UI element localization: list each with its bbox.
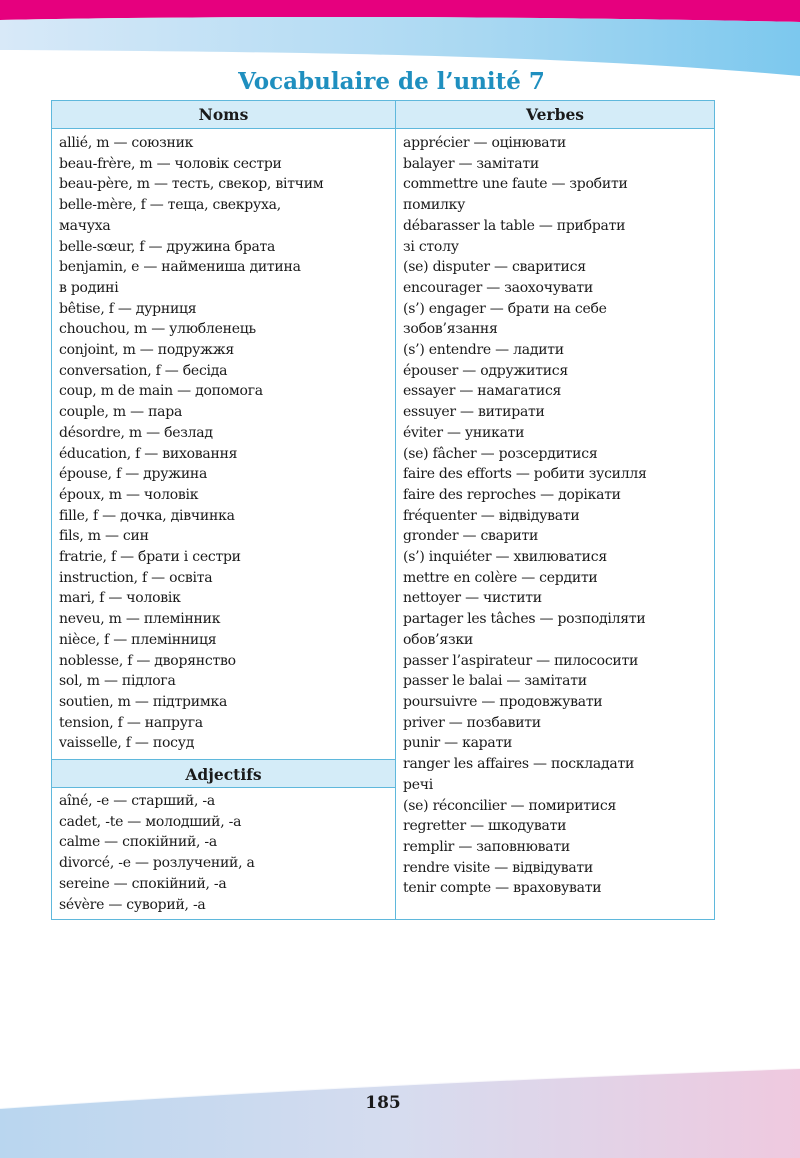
vocab-entry: зобов’язання: [403, 321, 498, 338]
noms-header: Noms: [52, 101, 395, 129]
adjectifs-header: Adjectifs: [52, 759, 395, 788]
vocab-entry: fille, f — дочка, дівчинка: [59, 507, 235, 524]
vocab-entry: (s’) engager — брати на себе: [403, 300, 607, 317]
vocab-entry: regretter — шкодувати: [403, 818, 567, 835]
vocab-entry: aîné, -e — старший, -а: [59, 793, 215, 809]
vocabulary-table: [51, 100, 715, 920]
vocab-entry: essuyer — витирати: [403, 404, 545, 421]
column-divider: [395, 101, 396, 919]
vocab-entry: bêtise, f — дурниця: [59, 300, 197, 317]
vocab-entry: faire des efforts — робити зусилля: [403, 466, 647, 483]
vocab-entry: речі: [403, 776, 433, 793]
vocab-entry: commettre une faute — зробити: [403, 176, 628, 193]
vocab-entry: мачуха: [59, 217, 111, 234]
adjectifs-list: [59, 791, 255, 915]
vocab-entry: ranger les affaires — поскладати: [403, 756, 635, 773]
vocab-entry: époux, m — чоловік: [59, 486, 199, 503]
vocab-entry: fréquenter — відвідувати: [403, 507, 580, 524]
vocab-entry: beau-père, m — тесть, свекор, вітчим: [59, 176, 324, 193]
vocab-entry: chouchou, m — улюбленець: [59, 321, 256, 338]
vocab-entry: poursuivre — продовжувати: [403, 693, 603, 710]
vocab-entry: passer le balai — замітати: [403, 673, 587, 690]
vocab-entry: rendre visite — відвідувати: [403, 859, 593, 876]
vocab-entry: éducation, f — виховання: [59, 445, 238, 462]
vocab-entry: coup, m de main — допомога: [59, 383, 263, 400]
vocab-entry: débarasser la table — прибрати: [403, 217, 626, 234]
vocab-entry: beau-frère, m — чоловік сестри: [59, 155, 282, 172]
vocab-entry: encourager — заохочувати: [403, 279, 593, 296]
vocab-entry: зі столу: [403, 238, 459, 255]
page-number: 185: [365, 1093, 401, 1113]
vocab-entry: nettoyer — чистити: [403, 590, 542, 607]
vocab-entry: fils, m — син: [59, 528, 149, 545]
vocab-entry: (se) disputer — сваритися: [403, 259, 586, 276]
vocab-entry: remplir — заповнювати: [403, 838, 570, 855]
vocab-entry: noblesse, f — дворянство: [59, 652, 236, 669]
verbes-header: Verbes: [396, 101, 714, 129]
vocab-entry: sévère — суворий, -а: [59, 896, 206, 913]
noms-list: [59, 133, 323, 754]
vocab-entry: sol, m — підлога: [59, 673, 176, 690]
vocab-entry: apprécier — оцінювати: [403, 135, 566, 151]
vocab-entry: (se) réconcilier — помиритися: [403, 797, 617, 814]
vocab-entry: mari, f — чоловік: [59, 590, 181, 607]
vocab-entry: (s’) entendre — ладити: [403, 342, 564, 359]
vocab-entry: benjamin, e — наймениша дитина: [59, 259, 301, 276]
vocab-entry: nièce, f — племінниця: [59, 631, 217, 648]
vocab-entry: calme — спокійний, -а: [59, 834, 218, 851]
vocab-entry: allié, m — союзник: [59, 135, 194, 151]
vocab-entry: essayer — намагатися: [403, 383, 562, 400]
verbes-list: [403, 133, 647, 899]
vocab-entry: couple, m — пара: [59, 404, 183, 421]
vocab-entry: conjoint, m — подружжя: [59, 342, 234, 359]
vocab-entry: conversation, f — бесіда: [59, 362, 228, 379]
vocab-entry: éviter — уникати: [403, 424, 525, 441]
vocab-entry: belle-sœur, f — дружина брата: [59, 238, 276, 255]
vocab-entry: в родині: [59, 279, 119, 296]
vocab-entry: обов’язки: [403, 631, 473, 648]
vocab-entry: passer l’aspirateur — пилососити: [403, 652, 639, 669]
vocab-entry: mettre en colère — сердити: [403, 569, 598, 586]
vocab-entry: priver — позбавити: [403, 714, 541, 731]
vocab-entry: belle-mère, f — теща, свекруха,: [59, 197, 281, 214]
vocab-entry: помилку: [403, 197, 466, 214]
vocab-entry: balayer — замітати: [403, 155, 539, 172]
vocab-entry: sereine — спокійний, -а: [59, 875, 227, 892]
vocab-entry: divorcé, -e — розлучений, а: [59, 855, 255, 872]
vocab-entry: partager les tâches — розподіляти: [403, 611, 646, 628]
vocab-entry: soutien, m — підтримка: [59, 693, 228, 710]
vocab-entry: faire des reproches — дорікати: [403, 486, 621, 503]
page-title: Vocabulaire de l’unité 7: [238, 68, 545, 95]
vocab-entry: tension, f — напруга: [59, 714, 203, 731]
vocab-entry: punir — карати: [403, 735, 513, 752]
vocab-entry: tenir compte — враховувати: [403, 880, 602, 897]
vocab-entry: fratrie, f — брати і сестри: [59, 549, 241, 566]
vocab-entry: (s’) inquiéter — хвилюватися: [403, 549, 607, 566]
vocab-entry: neveu, m — племінник: [59, 611, 221, 628]
vocab-entry: épouse, f — дружина: [59, 466, 208, 483]
vocab-entry: (se) fâcher — розсердитися: [403, 445, 598, 462]
vocab-entry: épouser — одружитися: [403, 362, 568, 379]
vocab-entry: cadet, -te — молодший, -а: [59, 813, 242, 830]
vocab-entry: instruction, f — освіта: [59, 569, 213, 586]
vocab-entry: gronder — сварити: [403, 528, 539, 545]
vocab-entry: vaisselle, f — посуд: [59, 735, 195, 752]
vocab-entry: désordre, m — безлад: [59, 424, 213, 441]
